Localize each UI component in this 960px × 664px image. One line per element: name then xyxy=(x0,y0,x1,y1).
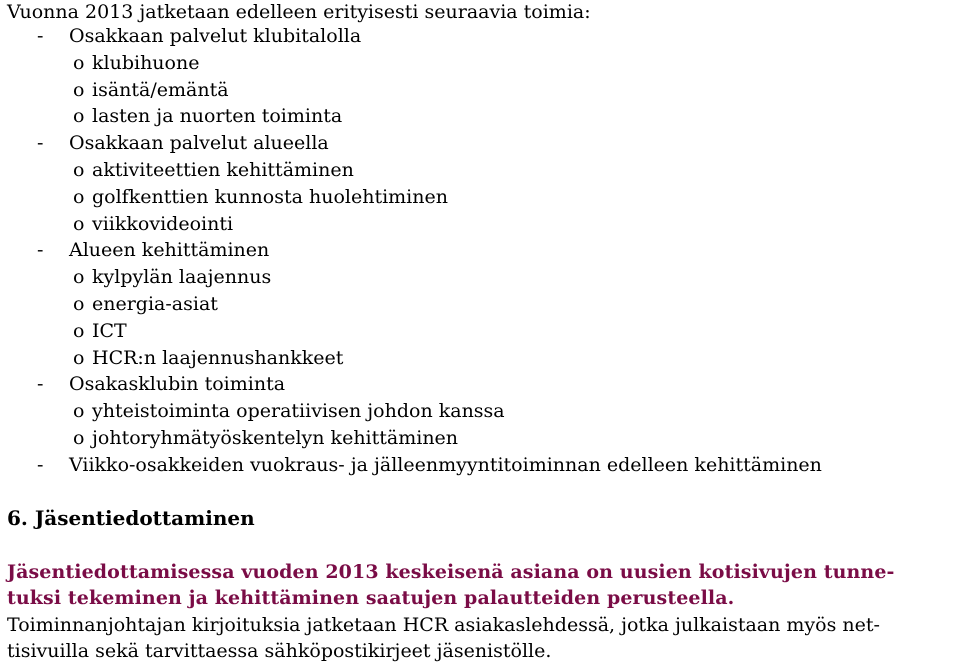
item-text: kylpylän laajennus xyxy=(92,266,272,289)
item-text: lasten ja nuorten toiminta xyxy=(92,105,343,128)
item-text: yhteistoiminta operatiivisen johdon kanssa xyxy=(92,400,505,423)
bullet-marker: - xyxy=(37,453,44,476)
intro-text: Vuonna 2013 jatketaan edelleen erityisesti seuraavia toimia: xyxy=(7,1,591,23)
bullet-marker: o xyxy=(73,266,85,289)
bullet-marker: o xyxy=(73,105,85,128)
list-item xyxy=(7,453,822,477)
item-text: HCR:n laajennushankkeet xyxy=(92,346,344,369)
bullet-marker: - xyxy=(37,373,44,396)
list-item xyxy=(7,238,269,262)
bullet-marker: o xyxy=(73,78,85,101)
item-text: Osakkaan palvelut klubitalolla xyxy=(69,25,362,47)
bullet-marker: o xyxy=(73,427,85,449)
sub-list-item xyxy=(7,265,271,289)
bullet-marker: o xyxy=(73,293,85,315)
sub-list-item xyxy=(7,346,343,370)
sub-list-item xyxy=(7,319,127,343)
list-item xyxy=(7,372,285,396)
item-text: klubihuone xyxy=(92,51,200,74)
list-item xyxy=(7,24,361,48)
item-text: Alueen kehittäminen xyxy=(69,239,270,262)
sub-list-item xyxy=(7,158,354,182)
sub-list-item xyxy=(7,185,448,209)
item-text: Viikko-osakkeiden vuokraus- ja jälleenmyyntitoiminnan edelleen kehittäminen xyxy=(69,453,822,476)
item-text: energia-asiat xyxy=(92,293,218,315)
sub-list-item xyxy=(7,292,218,316)
bullet-marker: o xyxy=(73,319,85,342)
item-text: aktiviteettien kehittäminen xyxy=(92,159,354,181)
item-text: johtoryhmätyöskentelyn kehittäminen xyxy=(92,427,459,449)
item-text: Osakasklubin toiminta xyxy=(69,373,286,396)
item-text: golfkenttien kunnosta huolehtiminen xyxy=(92,185,448,208)
item-text: ICT xyxy=(92,319,127,342)
list-item xyxy=(7,131,329,155)
sub-list-item xyxy=(7,104,342,128)
sub-list-item xyxy=(7,399,505,423)
bullet-marker: o xyxy=(73,159,85,181)
section-heading: 6. Jäsentiedottaminen xyxy=(7,506,255,530)
sub-list-item xyxy=(7,212,233,236)
item-text: isäntä/emäntä xyxy=(92,78,229,101)
sub-list-item xyxy=(7,51,199,75)
bullet-marker: o xyxy=(73,51,85,74)
bullet-marker: o xyxy=(73,212,85,235)
bullet-marker: o xyxy=(73,346,85,369)
item-text: viikkovideointi xyxy=(92,212,234,235)
sub-list-item xyxy=(7,78,229,102)
sub-list-item xyxy=(7,426,458,450)
highlight-line: Jäsentiedottamisessa vuoden 2013 keskeisenä asiana on uusien kotisivujen tunne- xyxy=(7,561,895,583)
bullet-marker: o xyxy=(73,185,85,208)
bullet-marker: - xyxy=(37,132,44,155)
bullet-marker: o xyxy=(73,400,85,423)
bullet-marker: - xyxy=(37,25,44,47)
bullet-marker: - xyxy=(37,239,44,262)
body-line: tisivuilla sekä tarvittaessa sähköpostikirjeet jäsenistölle. xyxy=(7,640,552,662)
highlight-line: tuksi tekeminen ja kehittäminen saatujen palautteiden perusteella. xyxy=(7,587,735,609)
item-text: Osakkaan palvelut alueella xyxy=(69,132,329,155)
body-line: Toiminnanjohtajan kirjoituksia jatketaan HCR asiakaslehdessä, jotka julkaistaan myös net- xyxy=(7,614,880,636)
